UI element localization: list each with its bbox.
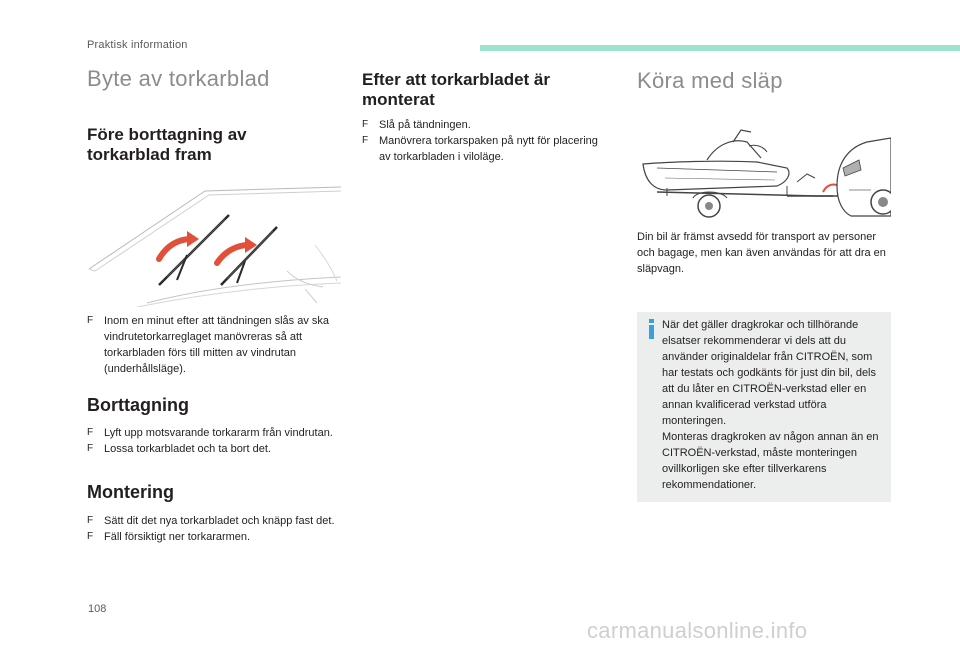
pre-removal-step: F Inom en minut efter att tändningen slås av ska vindrutetorkarreglaget manövreras så att torkarbladen förs till mitten av vindrutan (underhållsläge). — [87, 313, 337, 377]
heading-after-mounting-line1: Efter att torkarbladet är — [362, 70, 550, 89]
page-number: 108 — [88, 603, 107, 615]
heading-removal: Borttagning — [87, 395, 189, 415]
removal-step: F Lossa torkarbladet och ta bort det. — [87, 441, 337, 457]
after-mounting-step: F Slå på tändningen. — [362, 117, 602, 133]
info-box — [637, 312, 891, 502]
removal-steps — [87, 425, 337, 457]
heading-after-mounting-line2: monterat — [362, 90, 435, 109]
removal-step: F Lyft upp motsvarande torkararm från vindrutan. — [87, 425, 337, 441]
heading-before-removal — [87, 125, 247, 165]
mounting-step: F Fäll försiktigt ner torkararmen. — [87, 529, 337, 545]
page-title-wiper: Byte av torkarblad — [87, 66, 270, 91]
mounting-step: F Sätt dit det nya torkarbladet och knäpp fast det. — [87, 513, 337, 529]
heading-after-mounting — [362, 70, 550, 110]
info-text-body: När det gäller dragkrokar och tillhörande elsatser rekommenderar vi dels att du använder originaldelar från CITROËN, som har testats och godkänts för just din bil, dels att du låter en CITROËN-verkstad eller en annan kvalificerad verkstad utföra monteringen. Monteras dragkroken av någon annan än en CITROËN-verkstad, måste monteringen ovillkorligen ske efter tillverkarens rekommendationer. — [662, 319, 879, 491]
heading-before-removal-line2: torkarblad fram — [87, 145, 212, 164]
info-text — [662, 317, 888, 493]
after-mounting-step: F Manövrera torkarspaken på nytt för placering av torkarbladen i viloläge. — [362, 133, 602, 165]
car-towing-jetski-trailer-illustration — [637, 124, 891, 222]
heading-before-removal-line1: Före borttagning av — [87, 125, 247, 144]
header-accent-bar — [480, 45, 960, 51]
after-mounting-steps — [362, 117, 602, 165]
page-title-towing: Köra med släp — [637, 68, 783, 93]
pre-removal-steps — [87, 313, 337, 377]
info-icon — [647, 319, 656, 339]
section-label: Praktisk information — [87, 39, 188, 51]
windscreen-wipers-illustration — [87, 185, 341, 307]
heading-mounting: Montering — [87, 482, 174, 502]
watermark: carmanualsonline.info — [587, 618, 808, 643]
mounting-steps — [87, 513, 337, 545]
towing-intro: Din bil är främst avsedd för transport av personer och bagage, men kan även användas för att dra en släpvagn. — [637, 231, 886, 275]
